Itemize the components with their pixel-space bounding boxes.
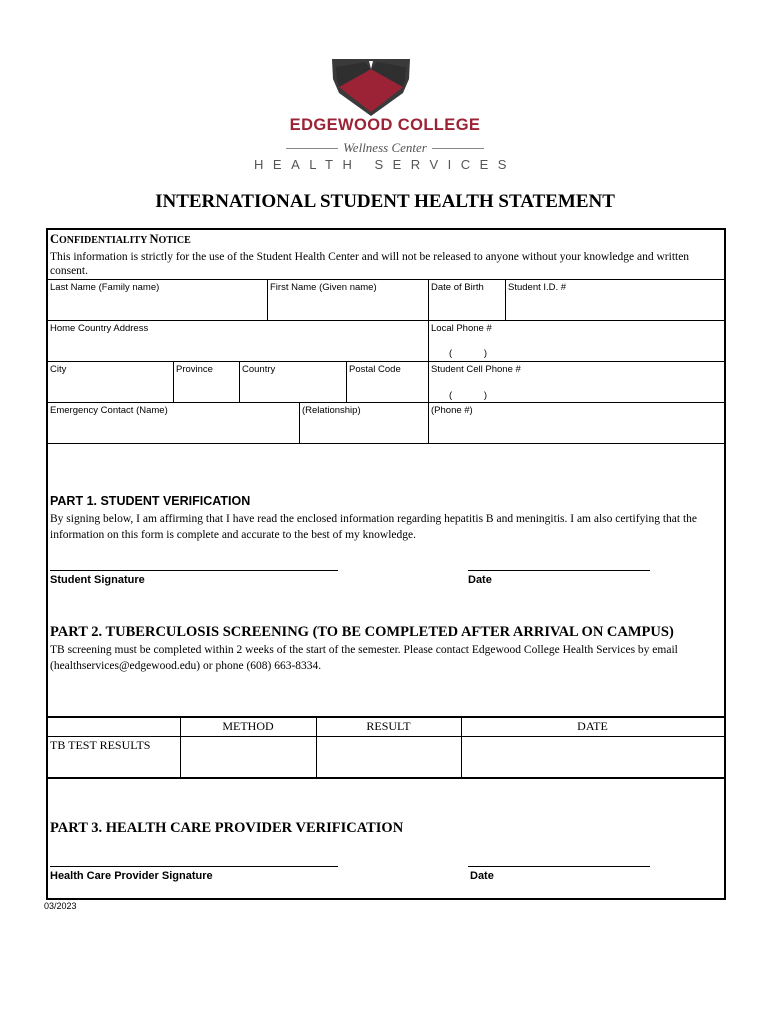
grid-line <box>48 320 724 321</box>
part2-text: TB screening must be completed within 2 weeks of the start of the semester. Please contact Edgewood College Health Services by email (healthservices@edgewood.edu) or phone (608) 663-8334. <box>50 644 678 672</box>
grid-divider <box>239 361 240 402</box>
grid-line <box>48 402 724 403</box>
country-field[interactable]: Country <box>242 364 276 375</box>
grid-divider <box>346 361 347 402</box>
relationship-field[interactable]: (Relationship) <box>302 405 361 416</box>
student-signature-line[interactable] <box>50 570 338 571</box>
tb-result-cell[interactable] <box>317 737 461 777</box>
postal-code-field[interactable]: Postal Code <box>349 364 401 375</box>
emergency-contact-field[interactable]: Emergency Contact (Name) <box>50 405 168 416</box>
part3-heading: PART 3. HEALTH CARE PROVIDER VERIFICATION <box>50 820 404 836</box>
grid-divider <box>428 279 429 443</box>
grid-line <box>48 361 724 362</box>
tb-date-cell[interactable] <box>462 737 724 777</box>
health-services-label: HEALTH SERVICES <box>254 157 516 172</box>
student-date-line[interactable] <box>468 570 650 571</box>
provider-date-line[interactable] <box>468 866 650 867</box>
grid-line <box>48 443 724 444</box>
provider-signature-label: Health Care Provider Signature <box>50 870 213 882</box>
student-date-label: Date <box>468 574 492 586</box>
emergency-phone-field[interactable]: (Phone #) <box>431 405 473 416</box>
result-column-header: RESULT <box>366 719 411 733</box>
city-field[interactable]: City <box>50 364 67 375</box>
cell-phone-parens: ( ) <box>449 390 487 401</box>
grid-line <box>48 279 724 280</box>
grid-divider <box>299 402 300 443</box>
part1-text: By signing below, I am affirming that I have read the enclosed information regarding hepatitis B and meningitis. I am also certifying that the information on this form is complete and accurate to the best of my knowledge. <box>50 513 698 541</box>
part1-heading: PART 1. STUDENT VERIFICATION <box>50 494 251 508</box>
first-name-field[interactable]: First Name (Given name) <box>270 282 377 293</box>
confidentiality-text: This information is strictly for the use of the Student Health Center and will not be released to anyone without your knowledge and written consent. <box>50 251 690 277</box>
date-of-birth-field[interactable]: Date of Birth <box>431 282 484 293</box>
last-name-field[interactable]: Last Name (Family name) <box>50 282 160 293</box>
edgewood-shield-logo <box>329 59 413 116</box>
cell-phone-field[interactable]: Student Cell Phone # <box>431 364 521 375</box>
date-column-header: DATE <box>577 719 608 733</box>
province-field[interactable]: Province <box>176 364 213 375</box>
local-phone-field[interactable]: Local Phone # <box>431 323 492 334</box>
page-title: INTERNATIONAL STUDENT HEALTH STATEMENT <box>155 191 615 212</box>
health-statement-form <box>46 228 726 900</box>
student-id-field[interactable]: Student I.D. # <box>508 282 567 293</box>
college-name: EDGEWOOD COLLEGE <box>289 116 481 134</box>
grid-divider <box>505 279 506 320</box>
table-border <box>48 777 724 779</box>
wellness-center-label: Wellness Center <box>343 140 427 155</box>
local-phone-parens: ( ) <box>449 348 487 359</box>
provider-signature-line[interactable] <box>50 866 338 867</box>
home-address-field[interactable]: Home Country Address <box>50 323 149 334</box>
grid-divider <box>267 279 268 320</box>
part2-heading: PART 2. TUBERCULOSIS SCREENING (TO BE COMPLETED AFTER ARRIVAL ON CAMPUS) <box>50 624 674 640</box>
tb-method-cell[interactable] <box>181 737 316 777</box>
confidentiality-heading: CONFIDENTIALITY NOTICE <box>50 232 191 246</box>
logo-divider-right <box>432 148 484 149</box>
method-column-header: METHOD <box>222 719 274 733</box>
revision-date: 03/2023 <box>44 901 77 911</box>
grid-divider <box>173 361 174 402</box>
tb-test-results-label: TB TEST RESULTS <box>50 738 151 752</box>
provider-date-label: Date <box>470 870 494 882</box>
table-border <box>48 716 724 718</box>
student-signature-label: Student Signature <box>50 574 145 586</box>
